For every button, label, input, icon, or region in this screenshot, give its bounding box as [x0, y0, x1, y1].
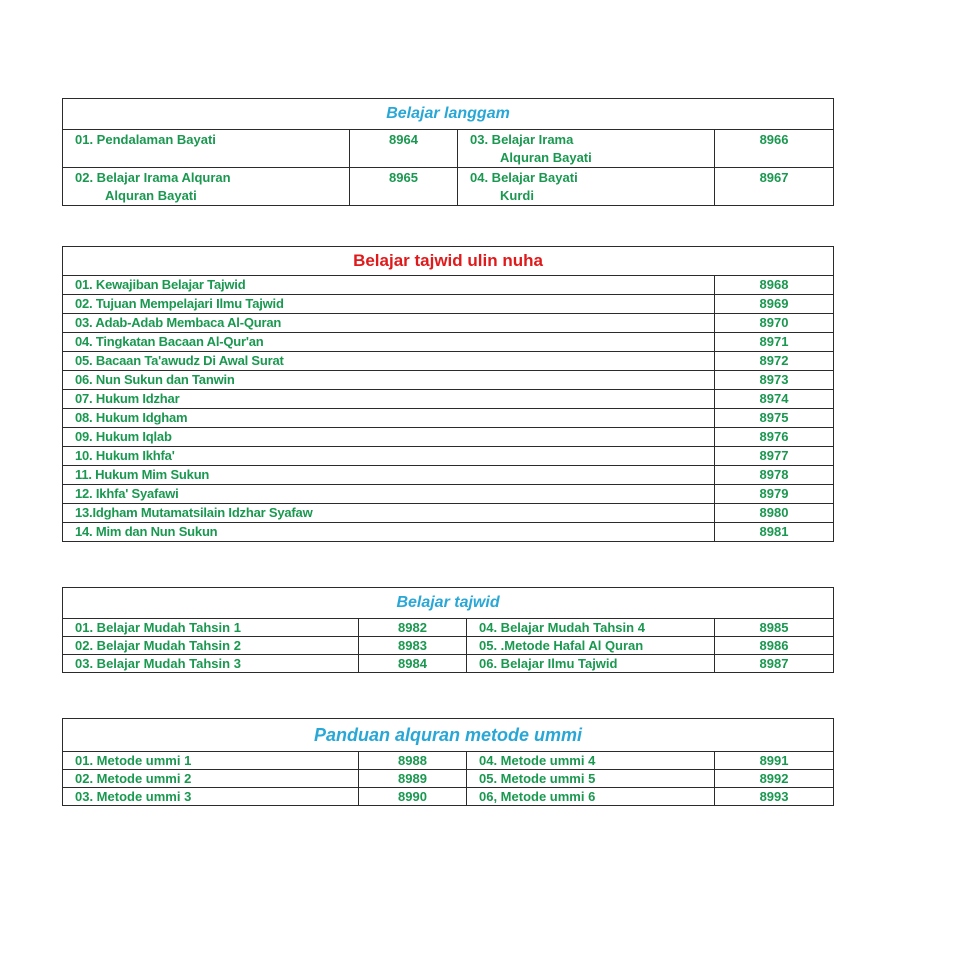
- item-label-line2: Kurdi: [500, 188, 534, 203]
- item-label: 05. Metode ummi 5: [467, 770, 715, 788]
- item-code: 8966: [715, 130, 834, 168]
- table-row: [63, 295, 834, 314]
- table-row: [63, 333, 834, 352]
- item-code: 8971: [715, 333, 834, 352]
- table-row: [63, 390, 834, 409]
- item-label: 04. Metode ummi 4: [467, 752, 715, 770]
- item-label: 11. Hukum Mim Sukun: [63, 466, 715, 485]
- item-label: 05. Bacaan Ta'awudz Di Awal Surat: [63, 352, 715, 371]
- item-label: 01. Belajar Mudah Tahsin 1: [63, 619, 359, 637]
- table-row: [63, 466, 834, 485]
- item-code: 8992: [715, 770, 834, 788]
- item-code: 8967: [715, 168, 834, 206]
- item-label: 03. Belajar Irama: [470, 132, 574, 147]
- item-label-line2: Alquran Bayati: [500, 150, 592, 165]
- item-label: 01. Pendalaman Bayati: [75, 132, 216, 147]
- table-row: [63, 504, 834, 523]
- item-label: 04. Tingkatan Bacaan Al-Qur'an: [63, 333, 715, 352]
- item-code: 8980: [715, 504, 834, 523]
- item-label: 06. Belajar Ilmu Tajwid: [467, 655, 715, 673]
- item-label: 02. Belajar Irama Alquran: [75, 170, 231, 185]
- item-code: 8982: [359, 619, 467, 637]
- item-label: 02. Metode ummi 2: [63, 770, 359, 788]
- table-row: [63, 352, 834, 371]
- item-code: 8981: [715, 523, 834, 542]
- item-label: 03. Belajar Mudah Tahsin 3: [63, 655, 359, 673]
- item-label: 02. Tujuan Mempelajari Ilmu Tajwid: [63, 295, 715, 314]
- item-label: 03. Metode ummi 3: [63, 788, 359, 806]
- item-label: 07. Hukum Idzhar: [63, 390, 715, 409]
- item-code: 8989: [359, 770, 467, 788]
- item-label-line2: Alquran Bayati: [105, 188, 197, 203]
- item-label: 06, Metode ummi 6: [467, 788, 715, 806]
- langgam-item: [458, 168, 715, 206]
- item-label: 14. Mim dan Nun Sukun: [63, 523, 715, 542]
- item-code: 8987: [715, 655, 834, 673]
- item-code: 8979: [715, 485, 834, 504]
- table-row: [63, 485, 834, 504]
- item-label: 13.Idgham Mutamatsilain Idzhar Syafaw: [63, 504, 715, 523]
- item-label: 04. Belajar Mudah Tahsin 4: [467, 619, 715, 637]
- ummi-table: [62, 718, 834, 806]
- item-label: 09. Hukum Iqlab: [63, 428, 715, 447]
- table-row: [63, 428, 834, 447]
- table-row: [63, 752, 834, 770]
- table-row: [63, 168, 834, 206]
- langgam-item: [63, 130, 350, 168]
- item-code: 8990: [359, 788, 467, 806]
- item-code: 8964: [350, 130, 458, 168]
- item-label: 04. Belajar Bayati: [470, 170, 578, 185]
- item-code: 8977: [715, 447, 834, 466]
- item-code: 8985: [715, 619, 834, 637]
- table-row: [63, 447, 834, 466]
- table-row: [63, 770, 834, 788]
- item-code: 8968: [715, 276, 834, 295]
- item-code: 8991: [715, 752, 834, 770]
- table-row: [63, 314, 834, 333]
- item-code: 8983: [359, 637, 467, 655]
- item-code: 8974: [715, 390, 834, 409]
- langgam-title: Belajar langgam: [63, 99, 834, 130]
- tajwid-table: [62, 587, 834, 673]
- item-label: 02. Belajar Mudah Tahsin 2: [63, 637, 359, 655]
- table-row: [63, 788, 834, 806]
- item-code: 8965: [350, 168, 458, 206]
- item-code: 8970: [715, 314, 834, 333]
- item-code: 8976: [715, 428, 834, 447]
- ummi-title: Panduan alquran metode ummi: [63, 719, 834, 752]
- item-code: 8969: [715, 295, 834, 314]
- item-label: 12. Ikhfa' Syafawi: [63, 485, 715, 504]
- item-label: 06. Nun Sukun dan Tanwin: [63, 371, 715, 390]
- table-row: [63, 409, 834, 428]
- item-code: 8972: [715, 352, 834, 371]
- table-row: [63, 619, 834, 637]
- item-label: 10. Hukum Ikhfa': [63, 447, 715, 466]
- tajwid-title: Belajar tajwid: [63, 588, 834, 619]
- item-code: 8984: [359, 655, 467, 673]
- table-row: [63, 276, 834, 295]
- item-code: 8986: [715, 637, 834, 655]
- item-label: 05. .Metode Hafal Al Quran: [467, 637, 715, 655]
- item-label: 01. Metode ummi 1: [63, 752, 359, 770]
- table-row: [63, 655, 834, 673]
- ulin-nuha-table: [62, 246, 834, 542]
- item-code: 8978: [715, 466, 834, 485]
- langgam-item: [63, 168, 350, 206]
- ulin-nuha-title: Belajar tajwid ulin nuha: [63, 247, 834, 276]
- item-label: 08. Hukum Idgham: [63, 409, 715, 428]
- item-code: 8975: [715, 409, 834, 428]
- langgam-table: [62, 98, 834, 206]
- item-label: 01. Kewajiban Belajar Tajwid: [63, 276, 715, 295]
- table-row: [63, 523, 834, 542]
- item-code: 8973: [715, 371, 834, 390]
- item-code: 8988: [359, 752, 467, 770]
- table-row: [63, 130, 834, 168]
- langgam-item: [458, 130, 715, 168]
- table-row: [63, 637, 834, 655]
- item-label: 03. Adab-Adab Membaca Al-Quran: [63, 314, 715, 333]
- item-code: 8993: [715, 788, 834, 806]
- table-row: [63, 371, 834, 390]
